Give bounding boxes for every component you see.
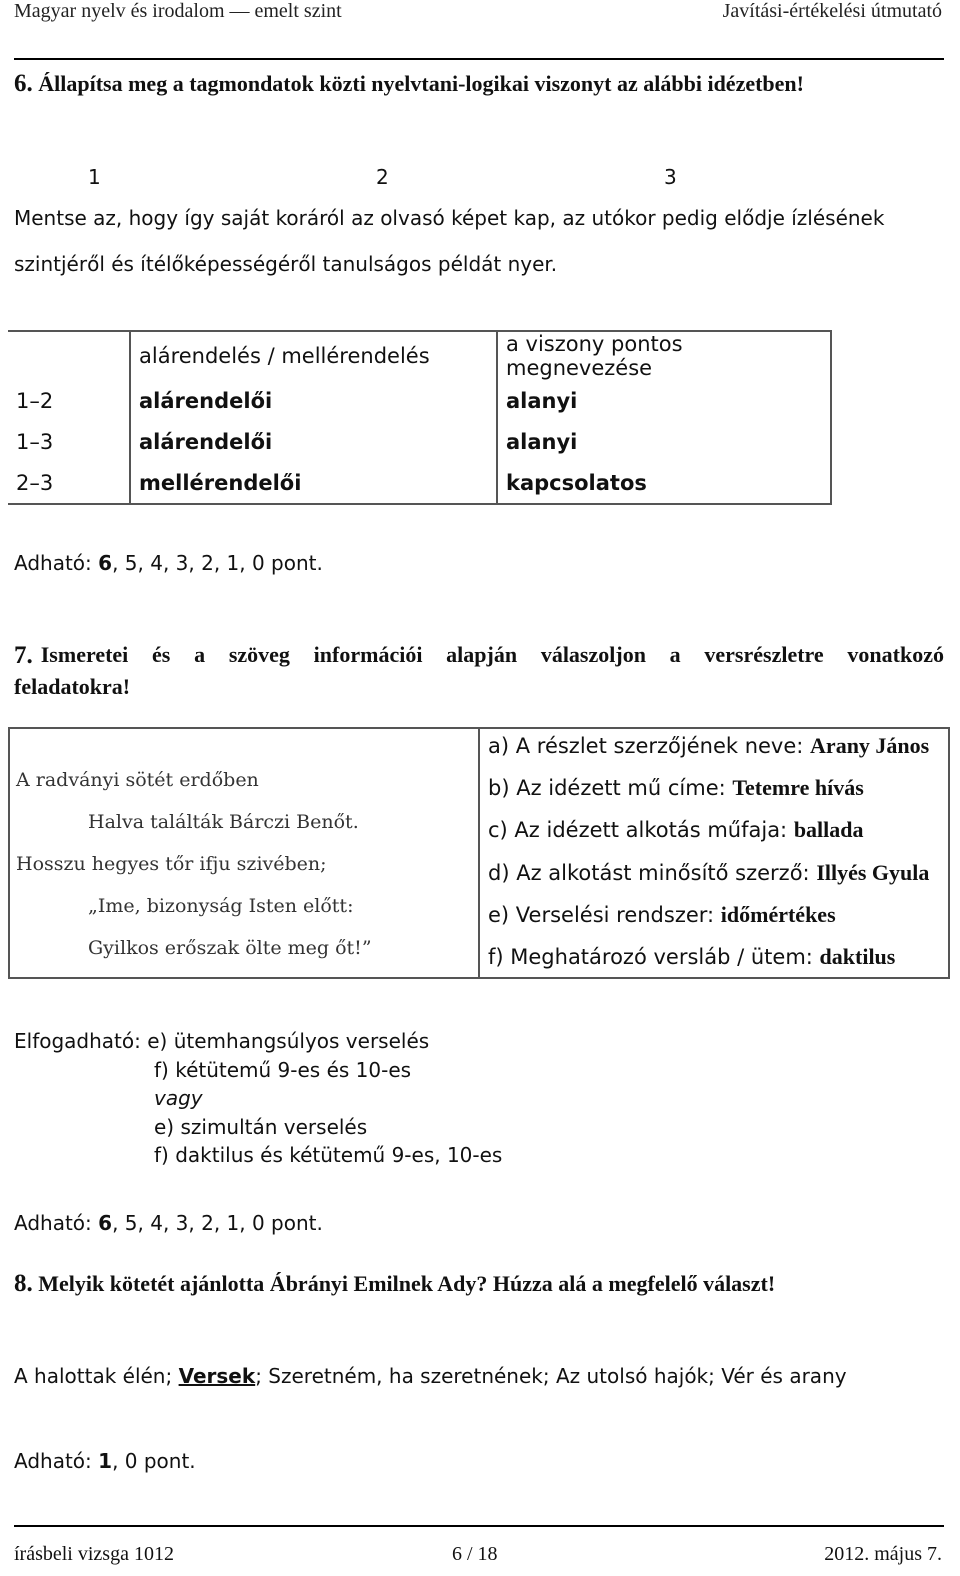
- q8-score: [14, 1449, 196, 1473]
- table-header-row: [8, 331, 831, 380]
- q6-score: [14, 551, 323, 575]
- q7-acceptable: [14, 1027, 502, 1170]
- answer-label: b) Az idézett mű címe:: [488, 776, 733, 800]
- q6-marker-1: 1: [88, 165, 101, 189]
- table-cell: kapcsolatos: [497, 462, 831, 504]
- answer-label: c) Az idézett alkotás műfaja:: [488, 818, 794, 842]
- score-max: 1: [98, 1449, 113, 1473]
- answer-value: Illyés Gyula: [816, 860, 930, 885]
- q8-heading: [14, 1270, 775, 1298]
- answer-value: Arany János: [810, 733, 930, 758]
- score-rest: , 5, 4, 3, 2, 1, 0 pont.: [112, 551, 323, 575]
- poem-line: A radványi sötét erdőben: [16, 769, 259, 791]
- q6-marker-3: 3: [664, 165, 677, 189]
- answer-line: [488, 944, 895, 970]
- poem-line: „Ime, bizonyság Isten előtt:: [88, 895, 354, 917]
- footer-left: írásbeli vizsga 1012: [14, 1543, 174, 1565]
- q6-prompt: Állapítsa meg a tagmondatok közti nyelvtani-logikai viszonyt az alábbi idézetben!: [38, 71, 804, 96]
- score-label: Adható:: [14, 1211, 99, 1235]
- answer-label: a) A részlet szerzőjének neve:: [488, 734, 811, 758]
- answer-label: e) Verselési rendszer:: [488, 903, 721, 927]
- answer-value: Tetemre hívás: [732, 775, 864, 800]
- q7-score: [14, 1211, 323, 1235]
- table-row: [8, 421, 831, 462]
- table-header-cell: alárendelés / mellérendelés: [130, 331, 497, 380]
- q6-marker-2: 2: [376, 165, 389, 189]
- answer-line: [488, 817, 864, 843]
- q7-prompt-line: [14, 642, 944, 670]
- score-rest: , 5, 4, 3, 2, 1, 0 pont.: [112, 1211, 323, 1235]
- q8-options: [14, 1364, 847, 1388]
- table-cell: 1–2: [8, 380, 130, 421]
- answer-line: [488, 860, 929, 886]
- answer-value: daktilus: [819, 944, 896, 969]
- answer-line: [488, 733, 929, 759]
- q7-prompt-line-1: Ismeretei és a szöveg információi alapján válaszoljon a versrészletre vonatkozó: [40, 642, 944, 667]
- footer-date: 2012. május 7.: [824, 1543, 942, 1565]
- q8-number: 8.: [14, 1270, 33, 1297]
- table-header-cell: a viszony pontos megnevezése: [497, 331, 831, 380]
- answer-label: f) Meghatározó versláb / ütem:: [488, 945, 820, 969]
- header-rule: [14, 58, 944, 60]
- table-cell: alanyi: [497, 380, 831, 421]
- table-cell: mellérendelői: [130, 462, 497, 504]
- accept-item: f) daktilus és kétütemű 9-es, 10-es: [154, 1143, 503, 1167]
- score-max: 6: [98, 1211, 113, 1235]
- q8-prompt: Melyik kötetét ajánlotta Ábrányi Emilnek Ady? Húzza alá a megfelelő választ!: [38, 1271, 776, 1296]
- table-cell: 1–3: [8, 421, 130, 462]
- q6-quote-line-2: szintjéről és ítélőképességéről tanulságos példát nyer.: [14, 252, 558, 276]
- q6-table: [8, 330, 832, 505]
- score-label: Adható:: [14, 551, 99, 575]
- q6-number: 6.: [14, 70, 33, 97]
- header-left: Magyar nyelv és irodalom — emelt szint: [14, 0, 342, 22]
- table-cell: alanyi: [497, 421, 831, 462]
- accept-item: f) kétütemű 9-es és 10-es: [154, 1057, 412, 1082]
- answer-value: ballada: [793, 817, 864, 842]
- table-cell: alárendelői: [130, 421, 497, 462]
- q6-quote-line-1: Mentse az, hogy így saját koráról az olvasó képet kap, az utókor pedig elődje ízlésének: [14, 206, 885, 230]
- table-row: [8, 462, 831, 504]
- accept-item: e) szimultán verselés: [154, 1114, 368, 1139]
- score-max: 6: [98, 551, 113, 575]
- footer-page: 6 / 18: [452, 1543, 498, 1565]
- poem-line: Gyilkos erőszak ölte meg őt!”: [88, 937, 372, 959]
- accept-line: [14, 1027, 502, 1056]
- option-text: ; Szeretném, ha szeretnének; Az utolsó hajók; Vér és arany: [255, 1364, 847, 1388]
- score-rest: , 0 pont.: [112, 1449, 196, 1473]
- header-right: Javítási-értékelési útmutató: [722, 0, 942, 22]
- poem-box: [8, 727, 478, 979]
- poem-line: Hosszu hegyes tőr ifju szivében;: [16, 853, 327, 875]
- score-label: Adható:: [14, 1449, 99, 1473]
- option-text: A halottak élén;: [14, 1364, 179, 1388]
- table-cell: 2–3: [8, 462, 130, 504]
- q6-heading: [14, 70, 804, 98]
- answer-line: [488, 775, 864, 801]
- poem-line: Halva találták Bárczi Benőt.: [88, 811, 359, 833]
- accept-item: vagy: [154, 1086, 203, 1110]
- answers-box: [478, 727, 950, 979]
- footer-rule: [14, 1525, 944, 1527]
- selected-option: Versek: [178, 1364, 256, 1388]
- accept-label: Elfogadható:: [14, 1029, 148, 1053]
- q7-number: 7.: [14, 642, 33, 669]
- table-header-cell: [8, 331, 130, 380]
- q7-heading: [14, 642, 944, 700]
- table-row: [8, 380, 831, 421]
- table-cell: alárendelői: [130, 380, 497, 421]
- answer-line: [488, 902, 836, 928]
- accept-item: e) ütemhangsúlyos verselés: [147, 1029, 430, 1053]
- answer-value: időmértékes: [720, 902, 836, 927]
- answer-label: d) Az alkotást minősítő szerző:: [488, 861, 817, 885]
- q7-prompt-line-2: feladatokra!: [14, 674, 131, 699]
